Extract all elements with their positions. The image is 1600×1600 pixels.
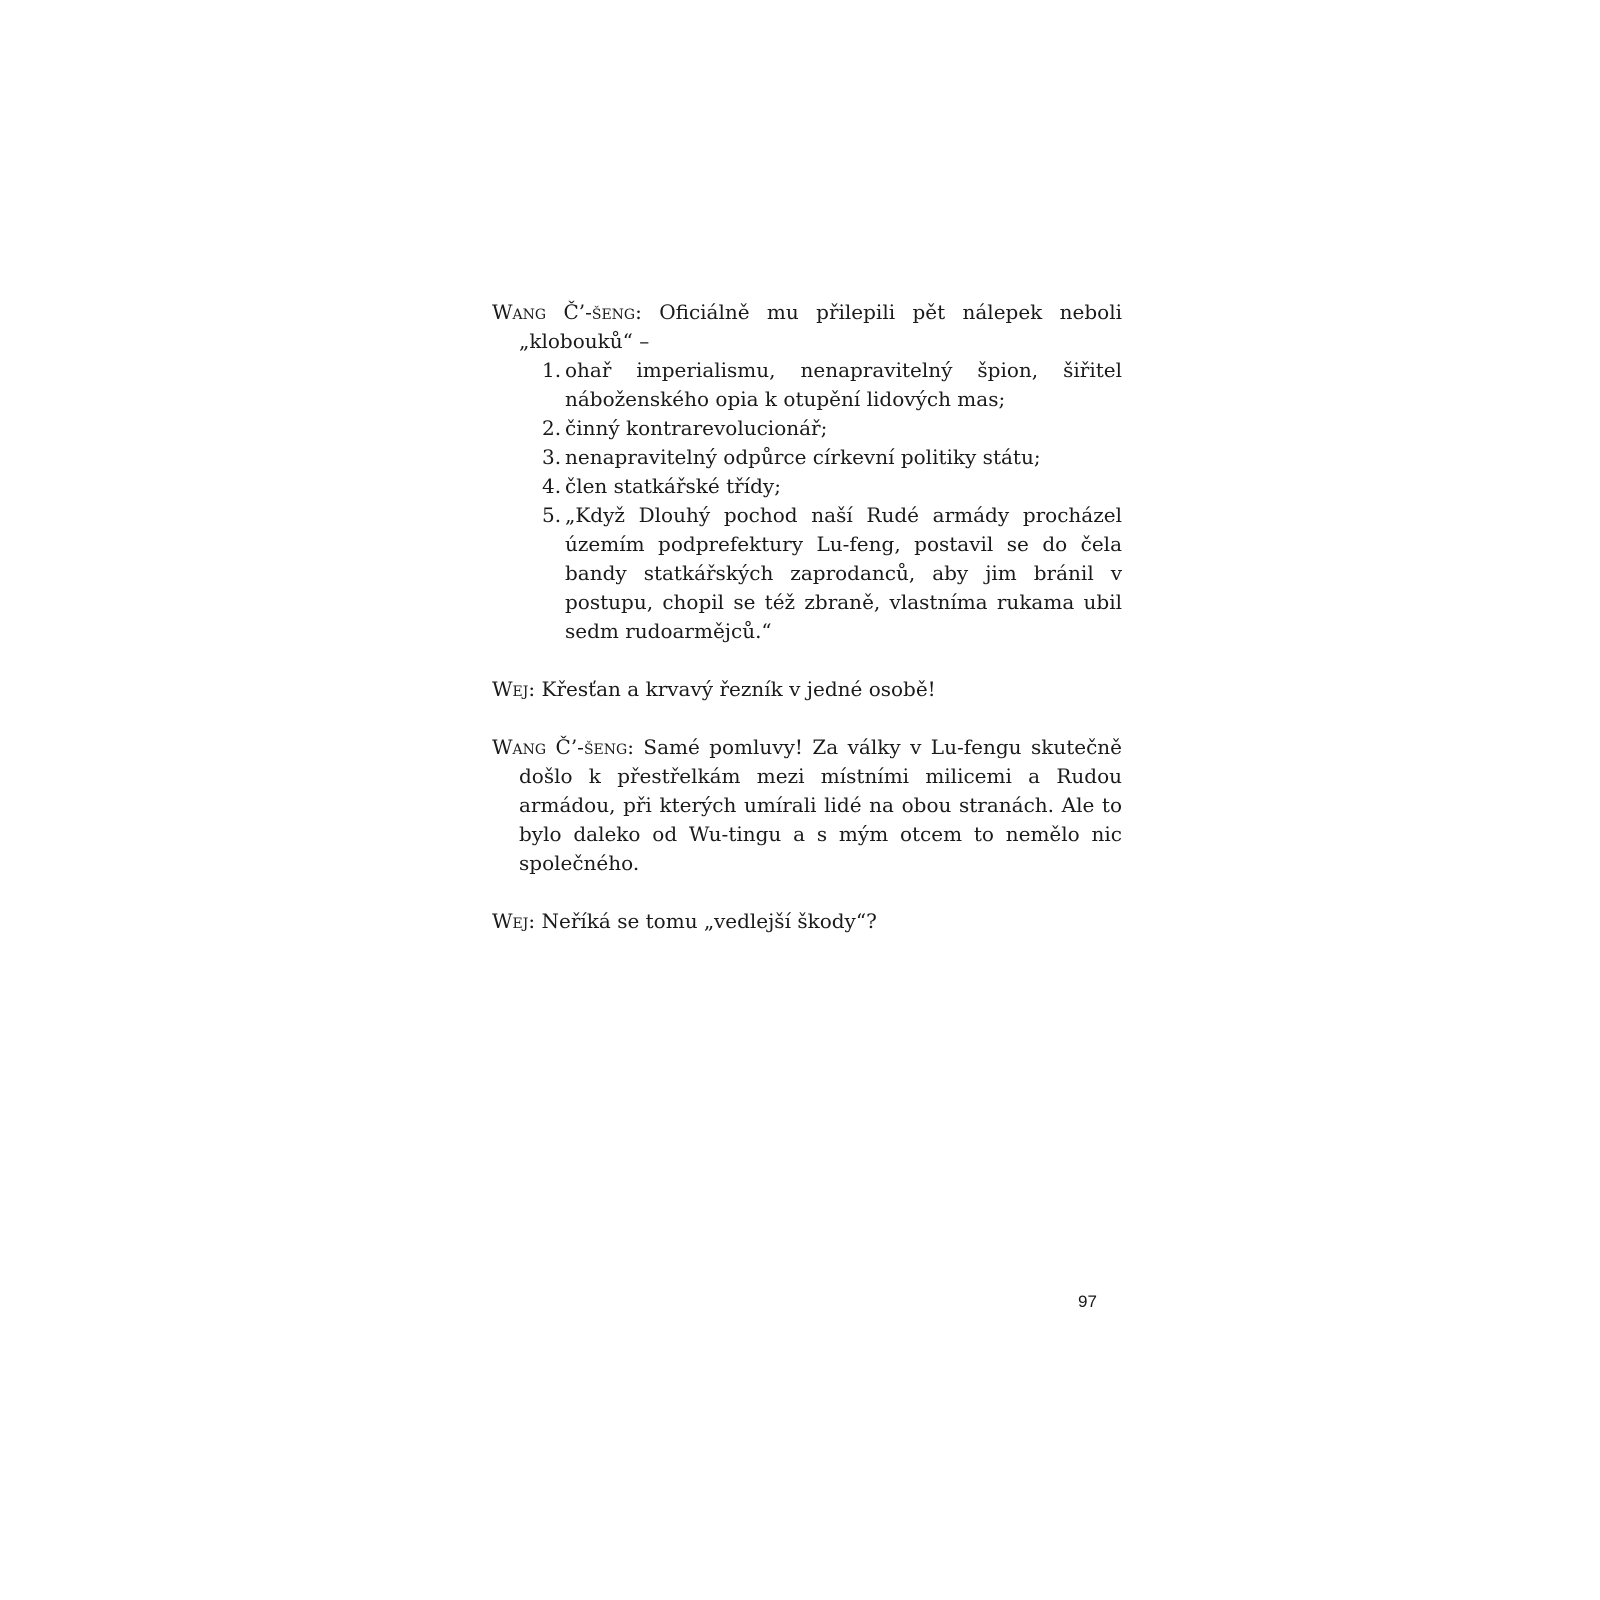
- dialogue-text: Oficiálně mu přilepili pět nálepek neboli „klobouků“ –: [519, 300, 1123, 353]
- dialogue-paragraph-3: [492, 733, 1122, 878]
- list-item-text: ohař imperialismu, nenapravitelný špion, šiřitel náboženského opia k otupění lidových mas;: [565, 358, 1122, 411]
- list-item-text: činný kontrarevolucionář;: [565, 416, 828, 440]
- list-item: [492, 414, 1122, 443]
- page-text: [492, 298, 1122, 936]
- page-number: 97: [1078, 1292, 1097, 1311]
- list-item: [492, 501, 1122, 646]
- list-item: [492, 472, 1122, 501]
- dialogue-paragraph-2: [492, 675, 1122, 704]
- speaker-name: Wang Č’-šeng:: [492, 300, 642, 324]
- list-item-number: 3.: [542, 445, 562, 469]
- list-item: [492, 356, 1122, 414]
- speaker-name: Wej:: [492, 677, 536, 701]
- list-item-number: 4.: [542, 474, 562, 498]
- speaker-name: Wang Č’-šeng:: [492, 735, 634, 759]
- speaker-name: Wej:: [492, 909, 536, 933]
- list-item: [492, 443, 1122, 472]
- list-item-text: člen statkářské třídy;: [565, 474, 781, 498]
- list-item-text: nenapravitelný odpůrce církevní politiky státu;: [565, 445, 1041, 469]
- dialogue-text: Samé pomluvy! Za války v Lu-fengu skutečně došlo k přestřelkám mezi místními milicemi a Rudou armádou, při kterých umírali lidé na obou stranách. Ale to bylo daleko od Wu-tingu a s mým otcem to nemělo nic společného.: [519, 735, 1122, 875]
- dialogue-paragraph-4: [492, 907, 1122, 936]
- list-item-number: 5.: [542, 503, 562, 527]
- list-item-number: 2.: [542, 416, 562, 440]
- list-item-text: „Když Dlouhý pochod naší Rudé armády procházel územím podprefektury Lu-feng, postavil se do čela bandy statkářských zaprodanců, aby jim bránil v postupu, chopil se též zbraně, vlastníma rukama ubil sedm rudoarmějců.“: [565, 503, 1122, 643]
- list-item-number: 1.: [542, 358, 562, 382]
- label-list: [492, 356, 1122, 646]
- dialogue-text: Křesťan a krvavý řezník v jedné osobě!: [535, 677, 936, 701]
- dialogue-paragraph-1: [492, 298, 1122, 356]
- dialogue-text: Neříká se tomu „vedlejší škody“?: [535, 909, 877, 933]
